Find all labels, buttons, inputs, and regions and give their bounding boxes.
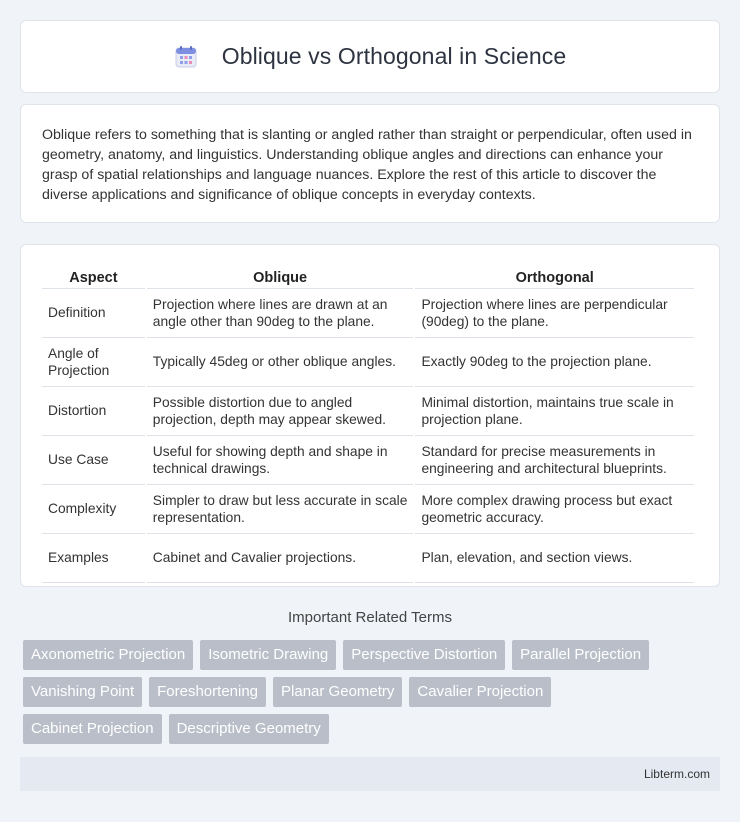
cell-orthogonal: Projection where lines are perpendicular (90deg) to the plane. (415, 289, 694, 338)
header-oblique: Oblique (147, 265, 414, 289)
comparison-table (40, 265, 696, 583)
tag-cavalier-projection[interactable]: Cavalier Projection (409, 677, 551, 707)
footer-site-link[interactable]: Libterm.com (643, 767, 710, 781)
table-row (42, 289, 694, 338)
header-orthogonal: Orthogonal (415, 265, 694, 289)
related-terms-title: Important Related Terms (288, 609, 452, 626)
table-row (42, 338, 694, 387)
cell-aspect: Use Case (42, 436, 145, 485)
table-row (42, 387, 694, 436)
header-aspect: Aspect (42, 265, 145, 289)
tag-isometric-drawing[interactable]: Isometric Drawing (200, 640, 336, 670)
cell-orthogonal: Standard for precise measurements in engineering and architectural blueprints. (415, 436, 694, 485)
tag-vanishing-point[interactable]: Vanishing Point (23, 677, 142, 707)
tag-axonometric-projection[interactable]: Axonometric Projection (23, 640, 193, 670)
footer (20, 757, 720, 791)
comparison-card (20, 244, 720, 587)
cell-oblique: Possible distortion due to angled projection, depth may appear skewed. (147, 387, 414, 436)
related-terms-list (23, 640, 703, 751)
table-row (42, 436, 694, 485)
cell-oblique: Useful for showing depth and shape in technical drawings. (147, 436, 414, 485)
cell-aspect: Complexity (42, 485, 145, 534)
cell-orthogonal: Minimal distortion, maintains true scale in projection plane. (415, 387, 694, 436)
cell-oblique: Typically 45deg or other oblique angles. (147, 338, 414, 387)
tag-planar-geometry[interactable]: Planar Geometry (273, 677, 402, 707)
tag-perspective-distortion[interactable]: Perspective Distortion (343, 640, 505, 670)
tag-foreshortening[interactable]: Foreshortening (149, 677, 266, 707)
table-row (42, 534, 694, 583)
cell-orthogonal: Exactly 90deg to the projection plane. (415, 338, 694, 387)
cell-aspect: Examples (42, 534, 145, 583)
cell-aspect: Distortion (42, 387, 145, 436)
header-card (20, 20, 720, 93)
table-row (42, 485, 694, 534)
table-header-row (42, 265, 694, 289)
cell-orthogonal: Plan, elevation, and section views. (415, 534, 694, 583)
cell-oblique: Simpler to draw but less accurate in scale representation. (147, 485, 414, 534)
cell-oblique: Cabinet and Cavalier projections. (147, 534, 414, 583)
cell-oblique: Projection where lines are drawn at an angle other than 90deg to the plane. (147, 289, 414, 338)
tag-cabinet-projection[interactable]: Cabinet Projection (23, 714, 162, 744)
cell-aspect: Definition (42, 289, 145, 338)
intro-card (20, 104, 720, 223)
cell-aspect: Angle of Projection (42, 338, 145, 387)
cell-orthogonal: More complex drawing process but exact geometric accuracy. (415, 485, 694, 534)
page-title: Oblique vs Orthogonal in Science (221, 43, 567, 69)
calendar-icon (174, 45, 198, 69)
intro-text: Oblique refers to something that is slanting or angled rather than straight or perpendicular, often used in geometry, anatomy, and linguistics. Understanding oblique angles and directions can enhance your grasp of spatial relationships and language nuances. Explore the rest of this article to discover the diverse applications and significance of oblique concepts in everyday contexts. (42, 127, 692, 203)
tag-parallel-projection[interactable]: Parallel Projection (512, 640, 649, 670)
tag-descriptive-geometry[interactable]: Descriptive Geometry (169, 714, 329, 744)
